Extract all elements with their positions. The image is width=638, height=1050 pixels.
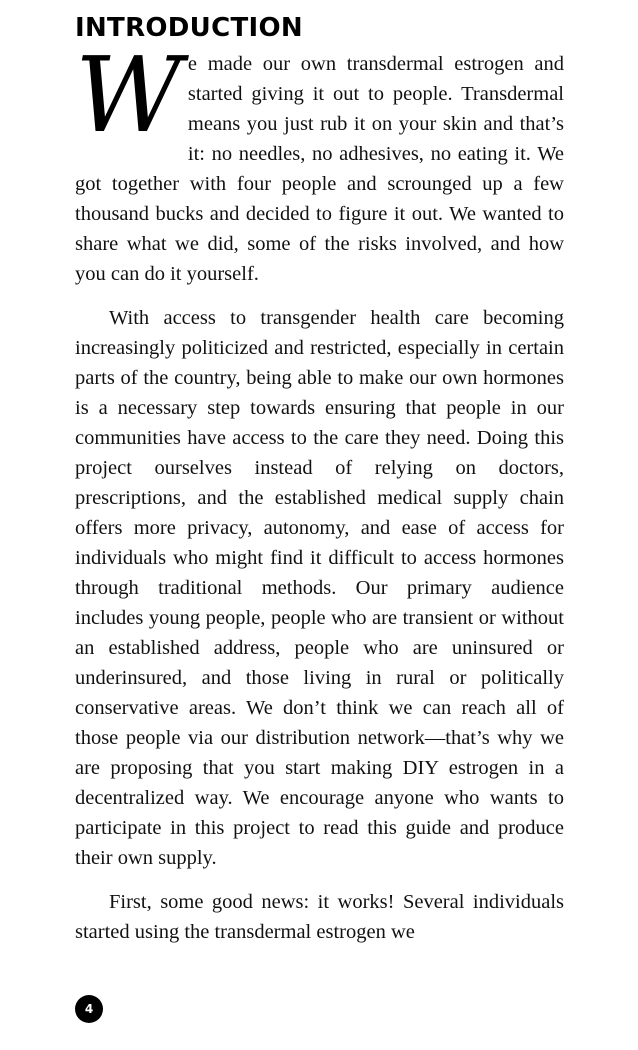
paragraph-intro: [75, 33, 564, 289]
page-content: [75, 14, 564, 947]
drop-cap-letter: W: [75, 33, 180, 156]
paragraph-access: With access to transgender health care becoming increasingly politicized and restricted, especially in certain parts of the country, being able to make our own hormones is a necessary step towards ensuring that people in our communities have access to the care they need. Doing this project ourselves instead of relying on doctors, prescriptions, and the established medical supply chain offers more privacy, autonomy, and ease of access for individuals who might find it difficult to access hormones through traditional methods. Our primary audience includes young people, people who are transient or without an established address, people who are uninsured or underinsured, and those living in rural or politically conservative areas. We don’t think we can reach all of those people via our distribution network—that’s why we are proposing that you start making DIY estrogen in a decentralized way. We encourage anyone who wants to participate in this project to read this guide and produce their own supply.: [75, 306, 564, 869]
paragraph-intro-text: e made our own transdermal estrogen and started giving it out to people. Transdermal means you just rub it on your skin and that’s it: no needles, no adhesives, no eating it. We got together with four people and scrounged up a few thousand bucks and decided to figure it out. We wanted to share what we did, some of the risks involved, and how you can do it yourself.: [75, 52, 564, 285]
page-number-badge: 4: [75, 995, 103, 1023]
paragraph-results: First, some good news: it works! Several individuals started using the transdermal estrogen we: [75, 890, 564, 943]
page-number-container: [75, 995, 105, 1025]
page-title: INTRODUCTION: [75, 13, 303, 43]
